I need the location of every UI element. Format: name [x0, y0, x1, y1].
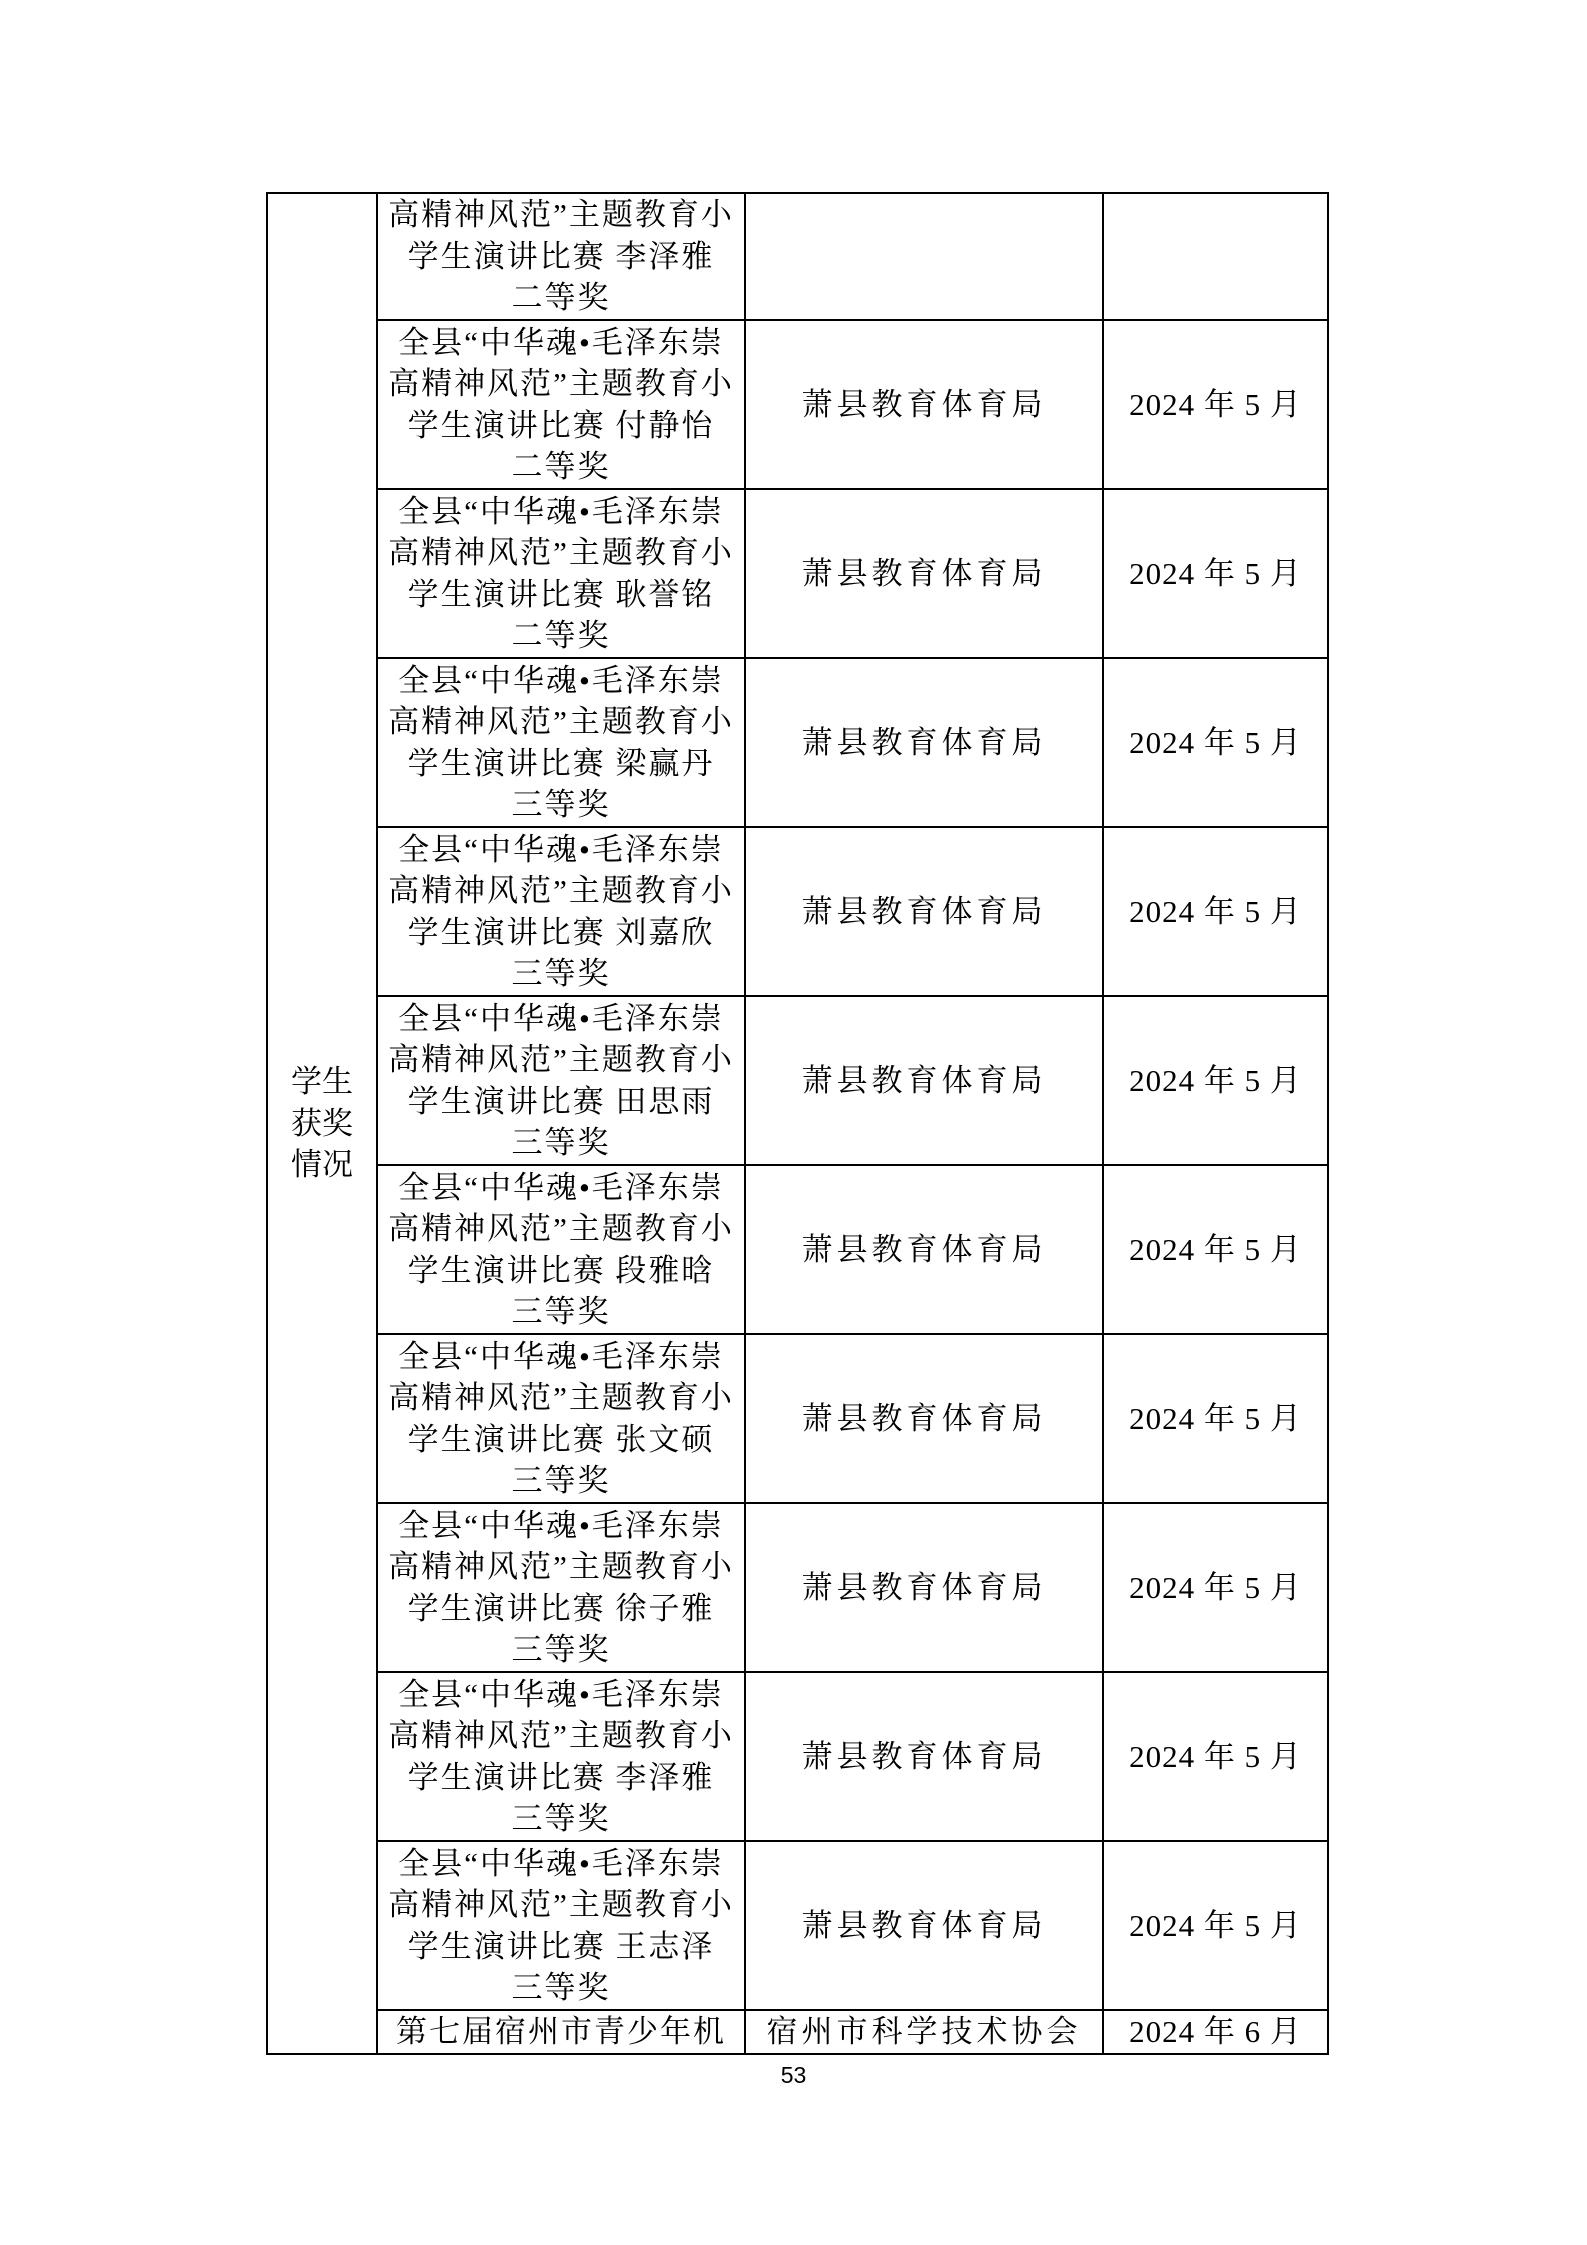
issuer-cell [745, 193, 1103, 320]
award-name-cell [377, 1334, 745, 1503]
award-line: 全县“中华魂•毛泽东崇 [398, 324, 724, 360]
table-row [267, 827, 1328, 996]
category-cell [267, 193, 377, 2054]
table-row [267, 193, 1328, 320]
award-line: 第七届宿州市青少年机 [396, 2014, 726, 2049]
date-cell: 2024 年 6 月 [1103, 2010, 1328, 2054]
award-name-cell [377, 489, 745, 658]
award-line: 高精神风范”主题教育小 [388, 873, 734, 908]
issuer-cell: 萧县教育体育局 [745, 320, 1103, 489]
date-cell: 2024 年 5 月 [1103, 1503, 1328, 1672]
issuer-cell: 萧县教育体育局 [745, 1503, 1103, 1672]
award-line: 高精神风范”主题教育小 [388, 1887, 734, 1922]
award-line: 学生演讲比赛 李泽雅 [407, 238, 715, 274]
award-line: 高精神风范”主题教育小 [388, 535, 734, 570]
award-name-cell [377, 1672, 745, 1841]
date-cell [1103, 193, 1328, 320]
table-row [267, 2010, 1328, 2054]
category-label [290, 1061, 354, 1186]
award-line: 高精神风范”主题教育小 [388, 197, 734, 233]
award-line: 高精神风范”主题教育小 [388, 1042, 734, 1077]
date-cell: 2024 年 5 月 [1103, 489, 1328, 658]
award-line: 高精神风范”主题教育小 [388, 1211, 734, 1246]
award-line: 三等奖 [511, 1463, 611, 1498]
award-line: 三等奖 [511, 1970, 611, 2005]
issuer-cell: 萧县教育体育局 [745, 1672, 1103, 1841]
page-number: 53 [780, 2062, 807, 2088]
category-line: 情况 [291, 1147, 353, 1182]
award-line: 高精神风范”主题教育小 [388, 704, 734, 739]
award-line: 学生演讲比赛 付静怡 [407, 407, 715, 443]
issuer-cell: 宿州市科学技术协会 [745, 2010, 1103, 2054]
award-name-cell [377, 1503, 745, 1672]
table-row [267, 320, 1328, 489]
award-line: 全县“中华魂•毛泽东崇 [398, 1845, 724, 1881]
date-cell: 2024 年 5 月 [1103, 827, 1328, 996]
award-line: 二等奖 [511, 280, 611, 316]
award-line: 高精神风范”主题教育小 [388, 1718, 734, 1753]
award-line: 三等奖 [511, 1632, 611, 1667]
table-row [267, 1503, 1328, 1672]
table-row [267, 1334, 1328, 1503]
award-name-cell [377, 1841, 745, 2010]
date-cell: 2024 年 5 月 [1103, 320, 1328, 489]
award-line: 全县“中华魂•毛泽东崇 [398, 662, 724, 698]
award-line: 二等奖 [511, 618, 611, 653]
award-name-cell [377, 320, 745, 489]
date-cell: 2024 年 5 月 [1103, 996, 1328, 1165]
award-line: 学生演讲比赛 梁赢丹 [407, 745, 715, 781]
table-row [267, 1672, 1328, 1841]
award-line: 全县“中华魂•毛泽东崇 [398, 493, 724, 529]
issuer-cell: 萧县教育体育局 [745, 1334, 1103, 1503]
date-cell: 2024 年 5 月 [1103, 1165, 1328, 1334]
table-row [267, 489, 1328, 658]
issuer-cell: 萧县教育体育局 [745, 827, 1103, 996]
award-line: 高精神风范”主题教育小 [388, 366, 734, 401]
date-cell: 2024 年 5 月 [1103, 1841, 1328, 2010]
award-name-cell [377, 2010, 745, 2054]
issuer-cell: 萧县教育体育局 [745, 1165, 1103, 1334]
student-awards-table [266, 192, 1329, 2055]
award-line: 全县“中华魂•毛泽东崇 [398, 1676, 724, 1712]
award-line: 三等奖 [511, 787, 611, 822]
awards-table-body [267, 193, 1328, 2054]
award-name-cell [377, 1165, 745, 1334]
issuer-cell: 萧县教育体育局 [745, 489, 1103, 658]
date-cell: 2024 年 5 月 [1103, 1672, 1328, 1841]
award-line: 学生演讲比赛 李泽雅 [407, 1759, 715, 1795]
award-line: 学生演讲比赛 刘嘉欣 [407, 914, 715, 950]
award-name-cell [377, 827, 745, 996]
award-name-cell [377, 193, 745, 320]
issuer-cell: 萧县教育体育局 [745, 658, 1103, 827]
category-line: 获奖 [291, 1105, 353, 1141]
award-line: 全县“中华魂•毛泽东崇 [398, 831, 724, 867]
award-line: 三等奖 [511, 1294, 611, 1329]
award-line: 二等奖 [511, 449, 611, 484]
award-line: 学生演讲比赛 段雅晗 [407, 1252, 715, 1288]
date-cell: 2024 年 5 月 [1103, 1334, 1328, 1503]
table-row [267, 996, 1328, 1165]
award-line: 全县“中华魂•毛泽东崇 [398, 1507, 724, 1543]
award-line: 全县“中华魂•毛泽东崇 [398, 1169, 724, 1205]
table-row [267, 1841, 1328, 2010]
award-line: 学生演讲比赛 王志泽 [407, 1928, 715, 1964]
award-line: 学生演讲比赛 田思雨 [407, 1083, 715, 1119]
award-line: 学生演讲比赛 耿誉铭 [407, 576, 715, 612]
issuer-cell: 萧县教育体育局 [745, 996, 1103, 1165]
date-cell: 2024 年 5 月 [1103, 658, 1328, 827]
award-line: 高精神风范”主题教育小 [388, 1380, 734, 1415]
category-line: 学生 [291, 1064, 353, 1099]
award-line: 三等奖 [511, 1801, 611, 1836]
award-line: 全县“中华魂•毛泽东崇 [398, 1000, 724, 1036]
table-row [267, 1165, 1328, 1334]
award-name-cell [377, 996, 745, 1165]
award-line: 全县“中华魂•毛泽东崇 [398, 1338, 724, 1374]
award-line: 学生演讲比赛 张文硕 [407, 1421, 715, 1457]
table-row [267, 658, 1328, 827]
issuer-cell: 萧县教育体育局 [745, 1841, 1103, 2010]
award-line: 三等奖 [511, 956, 611, 991]
award-name-cell [377, 658, 745, 827]
award-line: 三等奖 [511, 1125, 611, 1160]
award-line: 高精神风范”主题教育小 [388, 1549, 734, 1584]
award-line: 学生演讲比赛 徐子雅 [407, 1590, 715, 1626]
